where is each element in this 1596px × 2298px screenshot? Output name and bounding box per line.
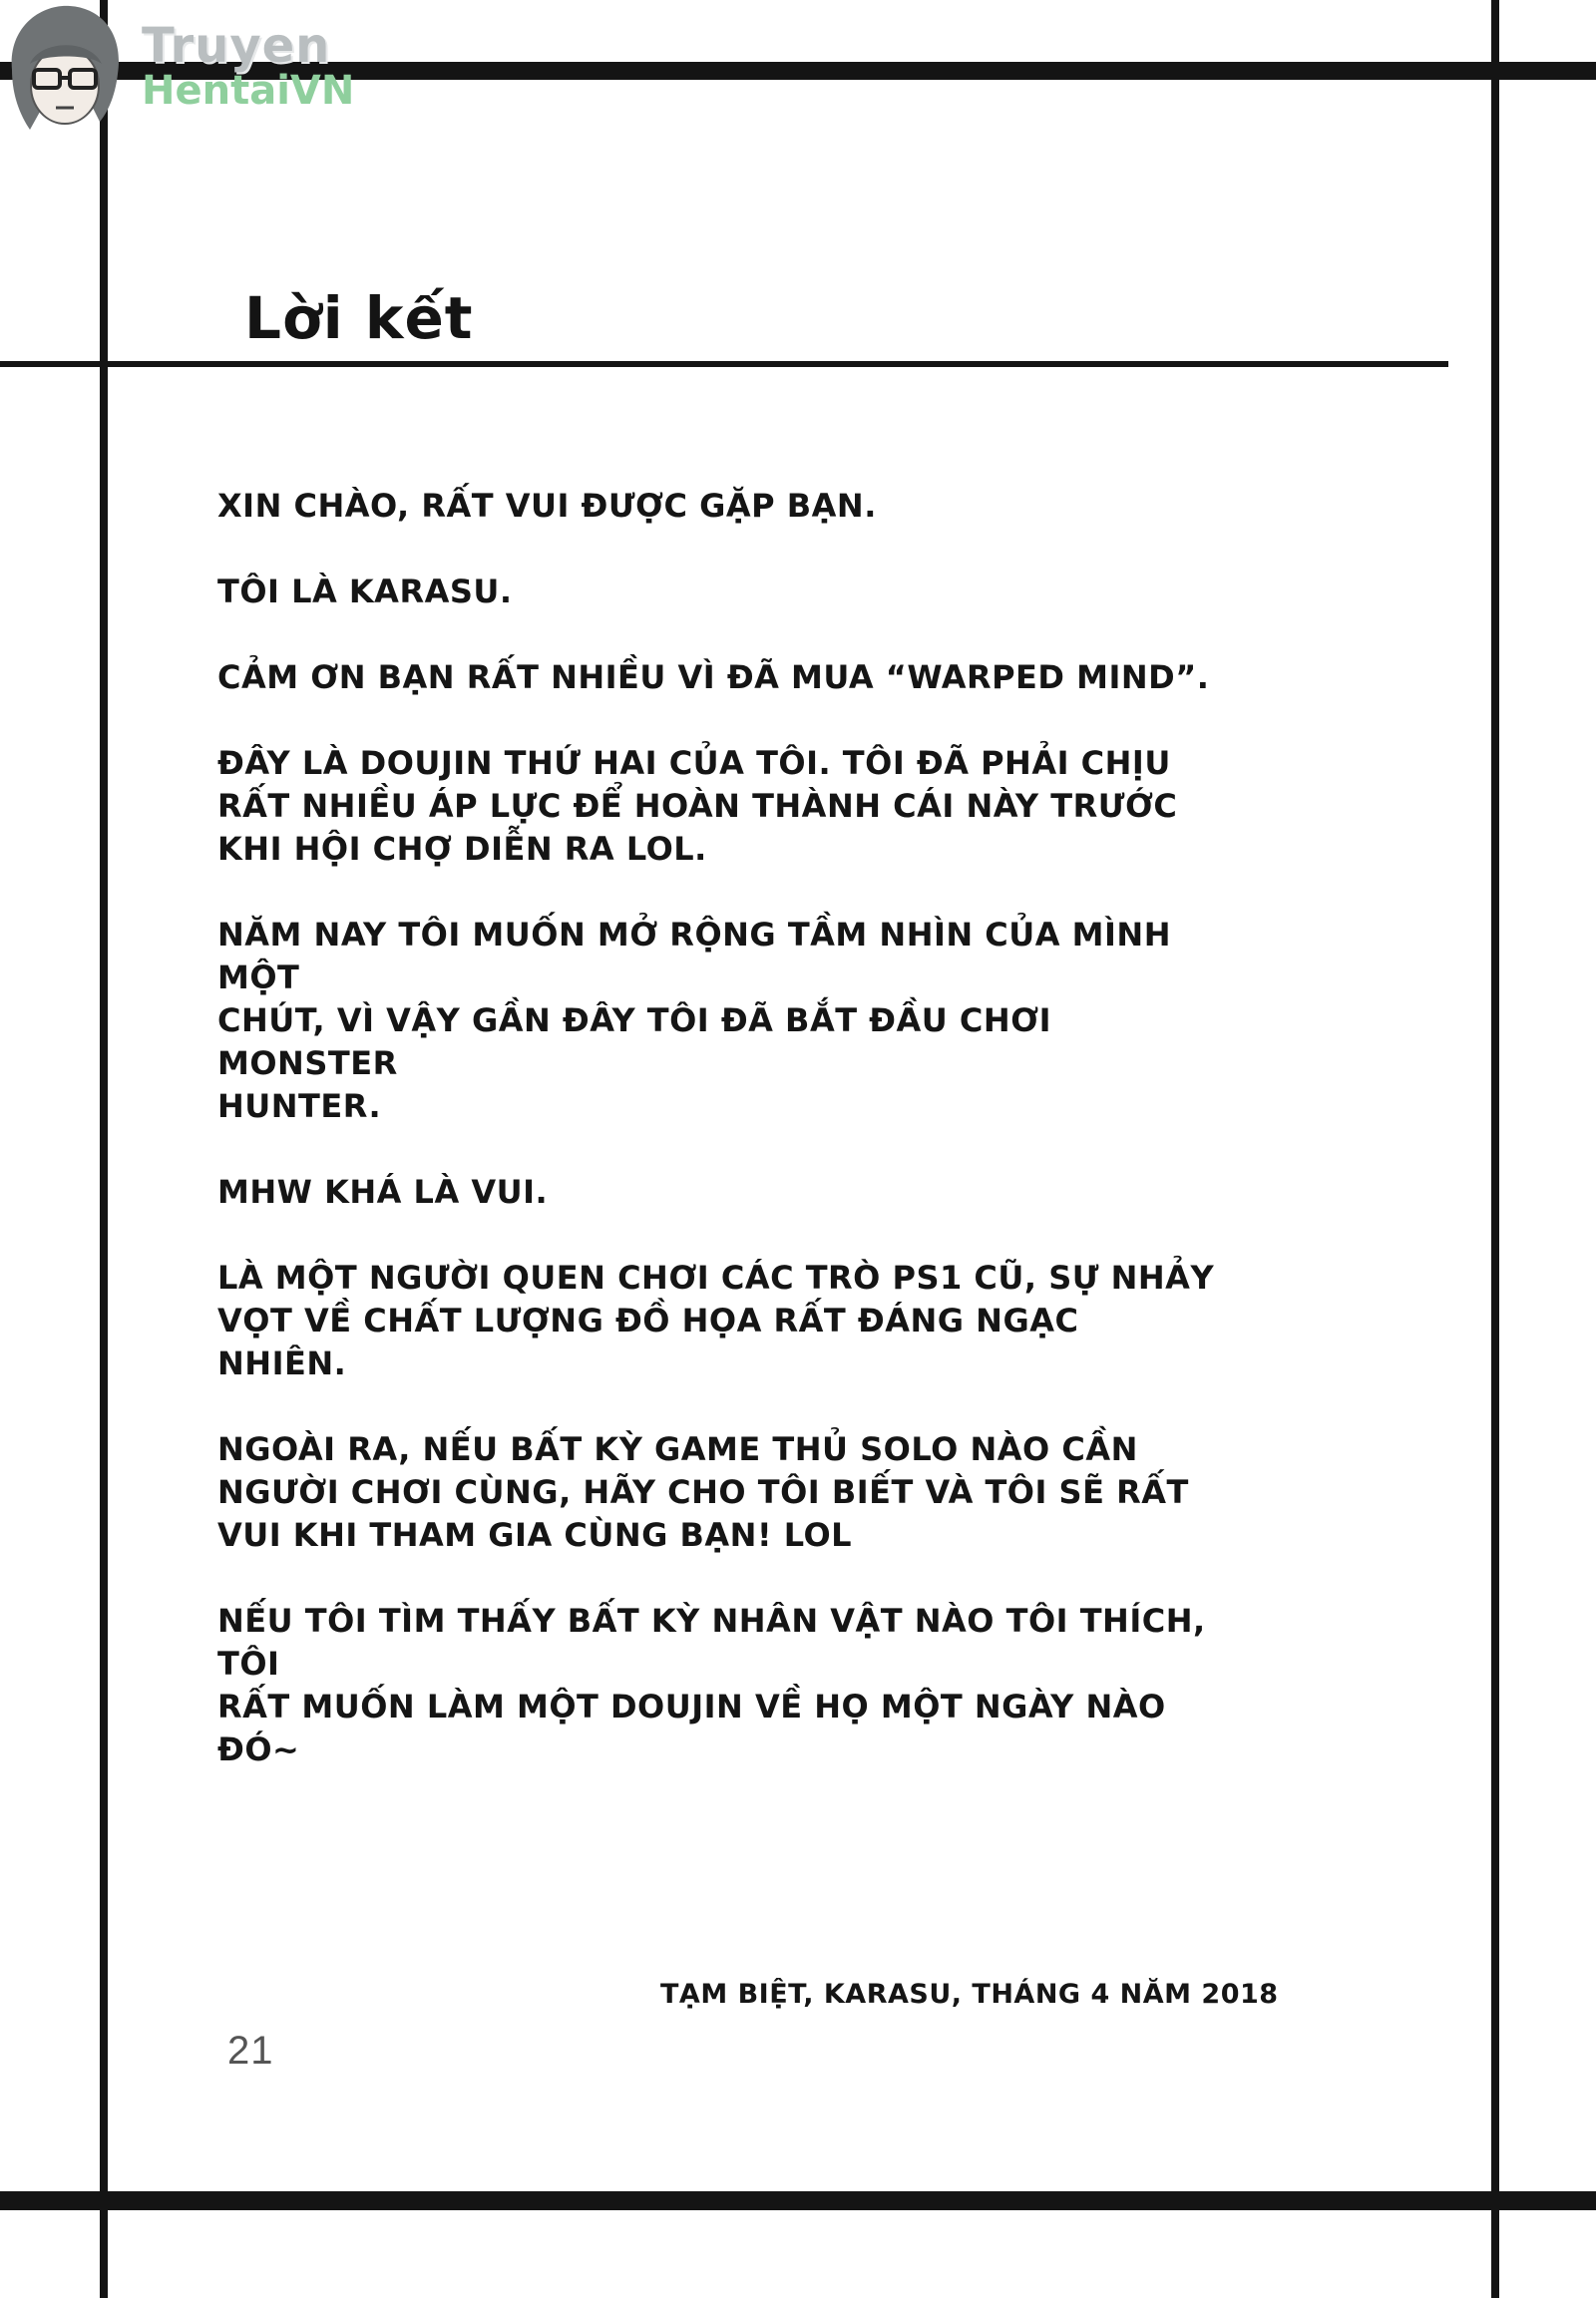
- signature-line: TẠM BIỆT, KARASU, THÁNG 4 NĂM 2018: [660, 1979, 1279, 2010]
- page-number: 21: [227, 2029, 274, 2073]
- watermark-text-bottom: HentaiVN: [142, 68, 355, 114]
- right-frame-border: [1491, 0, 1499, 2298]
- paragraph: CẢM ƠN BẠN RẤT NHIỀU VÌ ĐÃ MUA “WARPED MIND”.: [217, 658, 1210, 696]
- left-frame-border: [100, 0, 108, 2298]
- paragraph: NĂM NAY TÔI MUỐN MỞ RỘNG TẦM NHÌN CỦA MÌNH MỘT CHÚT, VÌ VẬY GẦN ĐÂY TÔI ĐÃ BẮT ĐẦU CHƠI MONSTER HUNTER.: [217, 916, 1171, 1125]
- paragraph: XIN CHÀO, RẤT VUI ĐƯỢC GẶP BẠN.: [217, 487, 877, 525]
- paragraph: ĐÂY LÀ DOUJIN THỨ HAI CỦA TÔI. TÔI ĐÃ PHẢI CHỊU RẤT NHIỀU ÁP LỰC ĐỂ HOÀN THÀNH CÁI NÀY TRƯỚC KHI HỘI CHỢ DIỄN RA LOL.: [217, 744, 1178, 868]
- paragraph: LÀ MỘT NGƯỜI QUEN CHƠI CÁC TRÒ PS1 CŨ, SỰ NHẢY VỌT VỀ CHẤT LƯỢNG ĐỒ HỌA RẤT ĐÁNG NGẠC NHIÊN.: [217, 1259, 1215, 1382]
- paragraph: NGOÀI RA, NẾU BẤT KỲ GAME THỦ SOLO NÀO CẦN NGƯỜI CHƠI CÙNG, HÃY CHO TÔI BIẾT VÀ TÔI SẼ RẤT VUI KHI THAM GIA CÙNG BẠN! LOL: [217, 1430, 1189, 1554]
- paragraph: MHW KHÁ LÀ VUI.: [217, 1173, 549, 1211]
- mascot-face-icon: [0, 0, 130, 140]
- page-title: Lời kết: [244, 284, 474, 352]
- paragraph: TÔI LÀ KARASU.: [217, 573, 513, 610]
- site-watermark: [0, 0, 359, 150]
- title-underline: [0, 361, 1448, 367]
- watermark-text-top: Truyen: [142, 18, 331, 74]
- afterword-body: [217, 485, 1215, 1814]
- paragraph: NẾU TÔI TÌM THẤY BẤT KỲ NHÂN VẬT NÀO TÔI THÍCH, TÔI RẤT MUỐN LÀM MỘT DOUJIN VỀ HỌ MỘT NGÀY NÀO ĐÓ~: [217, 1602, 1206, 1768]
- bottom-frame-border: [0, 2191, 1596, 2210]
